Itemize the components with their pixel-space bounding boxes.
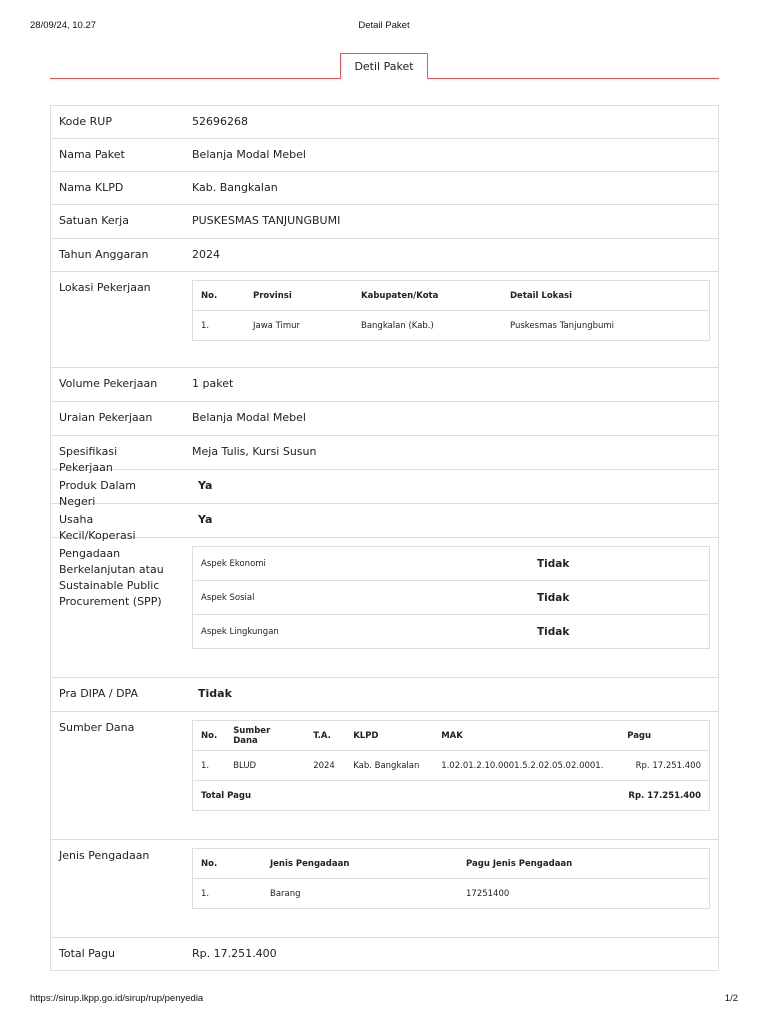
- row-spesifikasi-pekerjaan: [51, 436, 718, 474]
- label-pra-dipa: Pra DIPA / DPA: [59, 687, 138, 700]
- jenis-pengadaan-cell: 17251400: [458, 879, 710, 909]
- value-uraian-pekerjaan: Belanja Modal Mebel: [192, 411, 306, 424]
- tab-bar: [50, 60, 719, 79]
- total-pagu-label: Total Pagu: [193, 781, 620, 811]
- spp-value: Tidak: [529, 581, 710, 615]
- jenis-pengadaan-header: Pagu Jenis Pengadaan: [466, 858, 573, 869]
- jenis-pengadaan-cell: Barang: [262, 879, 458, 909]
- print-date: 28/09/24, 10.27: [30, 20, 97, 31]
- value-kode-rup: 52696268: [192, 115, 248, 128]
- sumber-dana-cell: 1.: [193, 751, 226, 781]
- row-volume-pekerjaan: [51, 368, 718, 402]
- jenis-pengadaan-table: [192, 848, 710, 909]
- total-pagu-row: [193, 781, 710, 811]
- jenis-pengadaan-header: No.: [201, 858, 218, 869]
- sumber-dana-cell: BLUD: [225, 751, 305, 781]
- value-volume-pekerjaan: 1 paket: [192, 377, 234, 390]
- sumber-dana-header: No.: [201, 730, 218, 741]
- label-uraian-pekerjaan: Uraian Pekerjaan: [59, 411, 153, 424]
- label-usaha-kecil: Usaha Kecil/Koperasi: [59, 513, 136, 542]
- value-spesifikasi-pekerjaan: Meja Tulis, Kursi Susun: [192, 445, 317, 458]
- value-nama-paket: Belanja Modal Mebel: [192, 148, 306, 161]
- spp-value: Tidak: [537, 557, 570, 570]
- row-produk-dalam-negeri: [51, 470, 718, 508]
- jenis-pengadaan-header: Jenis Pengadaan: [270, 858, 350, 869]
- label-spesifikasi-pekerjaan: Spesifikasi Pekerjaan: [59, 445, 118, 474]
- sumber-dana-table: [192, 720, 710, 811]
- sumber-dana-header: KLPD: [353, 730, 379, 741]
- value-satuan-kerja: PUSKESMAS TANJUNGBUMI: [192, 214, 341, 227]
- label-produk-dalam-negeri: Produk Dalam Negeri: [59, 479, 136, 508]
- value-usaha-kecil: Ya: [198, 513, 213, 526]
- sumber-dana-cell: 2024: [305, 751, 345, 781]
- row-pra-dipa: [51, 678, 718, 712]
- lokasi-header: Kabupaten/Kota: [361, 290, 439, 301]
- sumber-dana-header: T.A.: [313, 730, 331, 741]
- value-pra-dipa: Tidak: [198, 687, 232, 700]
- row-usaha-kecil: [51, 504, 718, 542]
- label-satuan-kerja: Satuan Kerja: [59, 214, 129, 227]
- lokasi-header: Provinsi: [253, 290, 292, 301]
- label-nama-paket: Nama Paket: [59, 148, 125, 161]
- label-lokasi-pekerjaan: Lokasi Pekerjaan: [59, 281, 151, 294]
- label-nama-klpd: Nama KLPD: [59, 181, 124, 194]
- spp-value: Tidak: [529, 615, 710, 649]
- sumber-dana-header: MAK: [441, 730, 463, 741]
- row-total-pagu: [51, 938, 718, 970]
- value-produk-dalam-negeri: Ya: [198, 479, 213, 492]
- label-sumber-dana: Sumber Dana: [59, 721, 135, 734]
- value-nama-klpd: Kab. Bangkalan: [192, 181, 278, 194]
- lokasi-header: Detail Lokasi: [510, 290, 573, 301]
- table-row: [193, 751, 710, 781]
- sumber-dana-header: Pagu: [627, 730, 652, 741]
- row-jenis-pengadaan: [51, 840, 718, 938]
- sumber-dana-cell: 1.02.01.2.10.0001.5.2.02.05.02.0001.: [433, 751, 619, 781]
- label-spp: Pengadaan Berkelanjutan atau Sustainable Public Procurement (SPP): [59, 547, 164, 608]
- total-pagu-value: Rp. 17.251.400: [619, 781, 709, 811]
- label-volume-pekerjaan: Volume Pekerjaan: [59, 377, 158, 390]
- jenis-pengadaan-header-row: [193, 849, 710, 879]
- row-sumber-dana: [51, 712, 718, 840]
- spp-table: [192, 546, 710, 649]
- value-total-pagu: Rp. 17.251.400: [192, 947, 277, 960]
- row-nama-klpd: [51, 172, 718, 205]
- table-row: [193, 547, 710, 581]
- tab-detil-paket[interactable]: Detil Paket: [340, 53, 428, 79]
- row-uraian-pekerjaan: [51, 402, 718, 436]
- table-row: [193, 581, 710, 615]
- lokasi-cell: Bangkalan (Kab.): [353, 311, 502, 341]
- row-tahun-anggaran: [51, 239, 718, 272]
- row-spp: [51, 538, 718, 678]
- label-tahun-anggaran: Tahun Anggaran: [59, 248, 149, 261]
- lokasi-header-row: [193, 281, 710, 311]
- lokasi-cell: Jawa Timur: [245, 311, 353, 341]
- sumber-dana-cell: Rp. 17.251.400: [619, 751, 709, 781]
- lokasi-cell: 1.: [193, 311, 246, 341]
- table-row: [193, 311, 710, 341]
- row-kode-rup: [51, 106, 718, 139]
- row-nama-paket: [51, 139, 718, 172]
- label-jenis-pengadaan: Jenis Pengadaan: [59, 849, 150, 862]
- print-header: [0, 20, 768, 34]
- row-satuan-kerja: [51, 205, 718, 239]
- print-url: https://sirup.lkpp.go.id/sirup/rup/penyedia: [30, 993, 204, 1004]
- print-title: Detail Paket: [358, 20, 410, 31]
- label-kode-rup: Kode RUP: [59, 115, 112, 128]
- spp-aspect: Aspek Ekonomi: [201, 558, 266, 569]
- lokasi-cell: Puskesmas Tanjungbumi: [502, 311, 710, 341]
- spp-aspect: Aspek Sosial: [193, 581, 530, 615]
- sumber-dana-cell: Kab. Bangkalan: [345, 751, 433, 781]
- value-tahun-anggaran: 2024: [192, 248, 220, 261]
- sumber-dana-header-row: [193, 721, 710, 751]
- table-row: [193, 615, 710, 649]
- row-lokasi-pekerjaan: [51, 272, 718, 368]
- jenis-pengadaan-cell: 1.: [193, 879, 263, 909]
- print-page-number: 1/2: [724, 993, 738, 1004]
- table-row: [193, 879, 710, 909]
- lokasi-header: No.: [201, 290, 218, 301]
- spp-aspect: Aspek Lingkungan: [193, 615, 530, 649]
- lokasi-table: [192, 280, 710, 341]
- sumber-dana-header: Sumber Dana: [233, 725, 271, 746]
- label-total-pagu: Total Pagu: [59, 947, 116, 960]
- detail-table: [50, 105, 719, 971]
